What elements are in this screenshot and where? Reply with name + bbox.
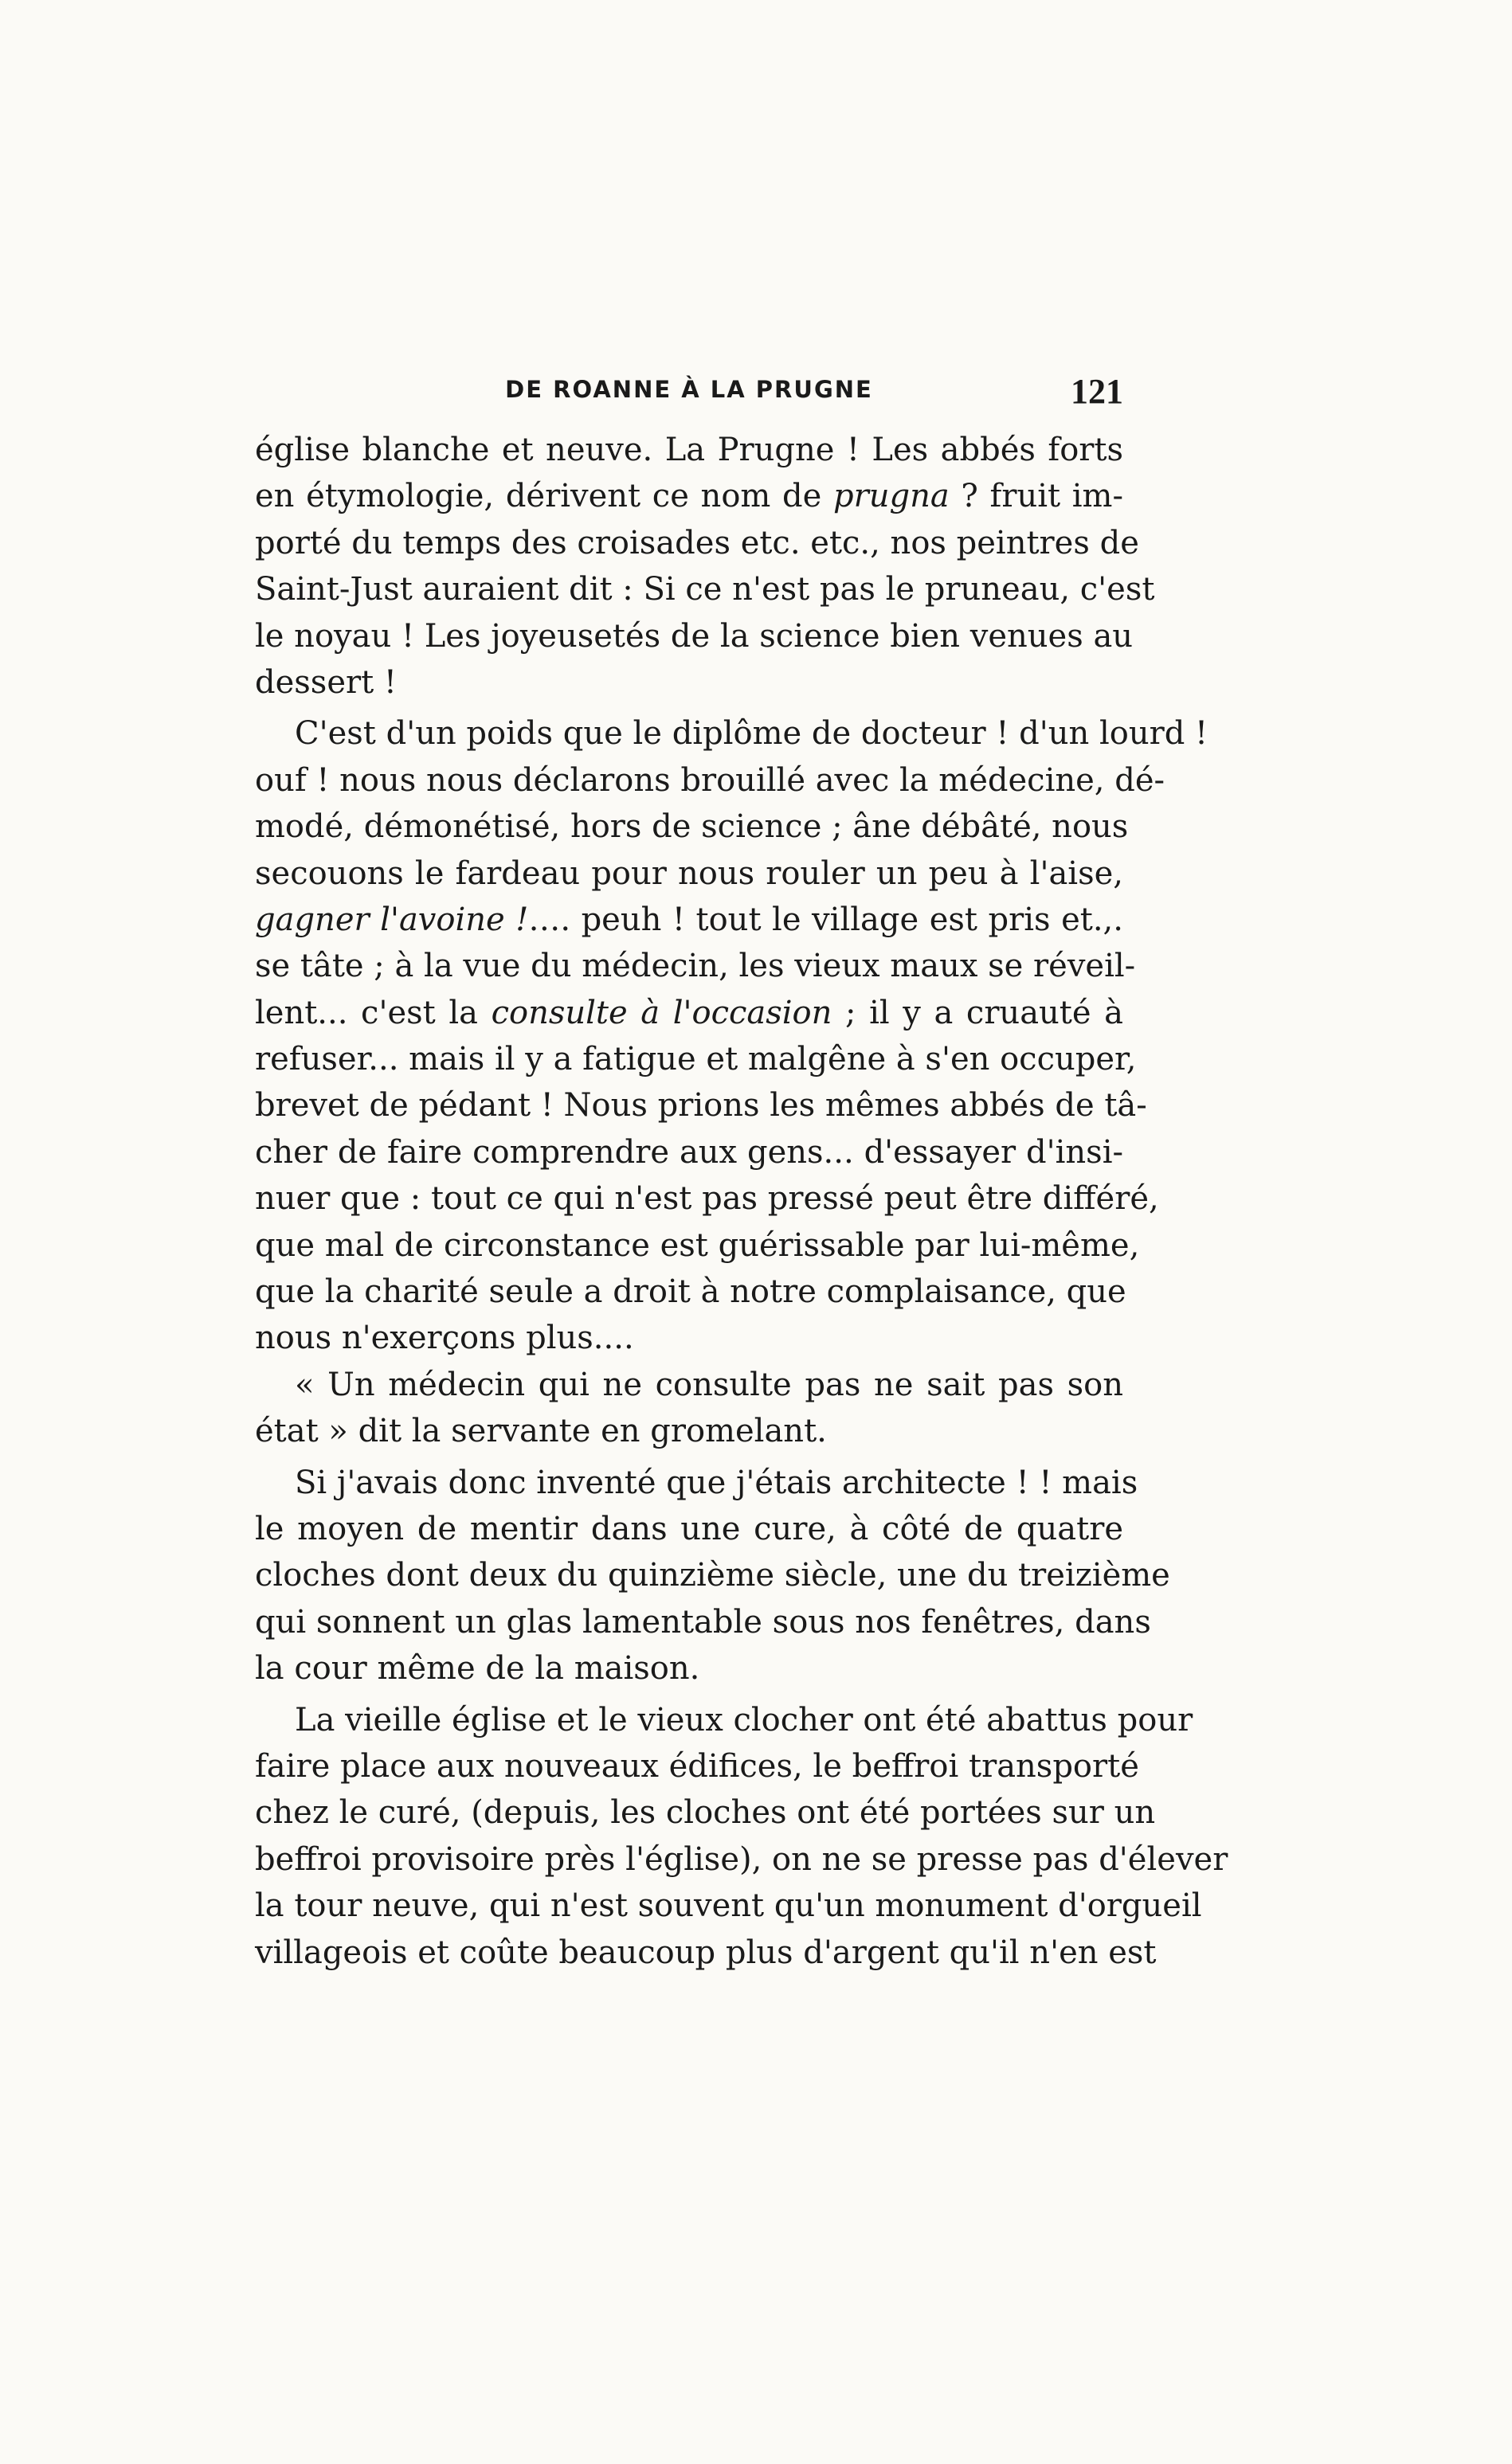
text-line: faire place aux nouveaux édifices, le beffroi transporté — [255, 1747, 1139, 1785]
text-line: nuer que : tout ce qui n'est pas pressé peut être différé, — [255, 1180, 1159, 1218]
text-line: ouf ! nous nous déclarons brouillé avec la médecine, dé- — [255, 761, 1165, 799]
page-number: 121 — [1071, 372, 1123, 411]
text-line: C'est d'un poids que le diplôme de docteur ! d'un lourd ! — [295, 715, 1208, 753]
text-line: le moyen de mentir dans une cure, à côté de quatre — [255, 1510, 1123, 1547]
text-line: qui sonnent un glas lamentable sous nos fenêtres, dans — [255, 1603, 1151, 1641]
text-line: « Un médecin qui ne consulte pas ne sait pas son — [295, 1366, 1123, 1403]
text-line: église blanche et neuve. La Prugne ! Les abbés forts — [255, 432, 1123, 468]
text-line: porté du temps des croisades etc. etc., nos peintres de — [255, 524, 1139, 561]
italic-phrase-consulte: consulte à l'occasion — [491, 994, 832, 1031]
text-line: cloches dont deux du quinzième siècle, une du treizième — [255, 1557, 1170, 1594]
text-line: que la charité seule a droit à notre complaisance, que — [255, 1273, 1126, 1311]
italic-word-prugna: prugna — [833, 478, 950, 515]
text-line: chez le curé, (depuis, les cloches ont été portées sur un — [255, 1794, 1156, 1832]
text-line: en étymologie, dérivent ce nom de prugna ? fruit im- — [255, 478, 1123, 515]
text-line: Si j'avais donc inventé que j'étais architecte ! ! mais — [295, 1464, 1138, 1501]
text-line: La vieille église et le vieux clocher ont été abattus pour — [295, 1701, 1193, 1738]
text-line: secouons le fardeau pour nous rouler un peu à l'aise, — [255, 855, 1123, 892]
text-line: lent... c'est la consulte à l'occasion ; il y a cruauté à — [255, 994, 1124, 1031]
running-title: DE ROANNE À LA PRUGNE — [505, 376, 873, 403]
text-line: état » dit la servante en gromelant. — [255, 1413, 827, 1450]
text-line: se tâte ; à la vue du médecin, les vieux maux se réveil- — [255, 948, 1136, 985]
text-line: Saint-Just auraient dit : Si ce n'est pas le pruneau, c'est — [255, 571, 1155, 608]
text-line: gagner l'avoine !…. peuh ! tout le village est pris et.,. — [255, 901, 1123, 938]
text-line: refuser... mais il y a fatigue et malgêne à s'en occuper, — [255, 1041, 1137, 1078]
body-text — [255, 427, 1228, 1976]
text-line: nous n'exerçons plus.... — [255, 1320, 634, 1357]
text-line: la cour même de la maison. — [255, 1650, 700, 1688]
text-line: villageois et coûte beaucoup plus d'argent qu'il n'en est — [255, 1934, 1157, 1971]
text-line: brevet de pédant ! Nous prions les mêmes abbés de tâ- — [255, 1087, 1147, 1124]
text-line: modé, démonétisé, hors de science ; âne débâté, nous — [255, 808, 1129, 846]
text-line: que mal de circonstance est guérissable par lui-même, — [255, 1226, 1140, 1264]
running-head — [255, 371, 1123, 419]
text-line: cher de faire comprendre aux gens... d'essayer d'insi- — [255, 1133, 1123, 1171]
text-line: le noyau ! Les joyeusetés de la science bien venues au — [255, 617, 1134, 655]
text-line: dessert ! — [255, 663, 397, 701]
text-line: la tour neuve, qui n'est souvent qu'un monument d'orgueil — [255, 1887, 1202, 1925]
text-line: beffroi provisoire près l'église), on ne se presse pas d'élever — [255, 1840, 1228, 1878]
italic-phrase-gagner: gagner l'avoine ! — [255, 901, 529, 938]
